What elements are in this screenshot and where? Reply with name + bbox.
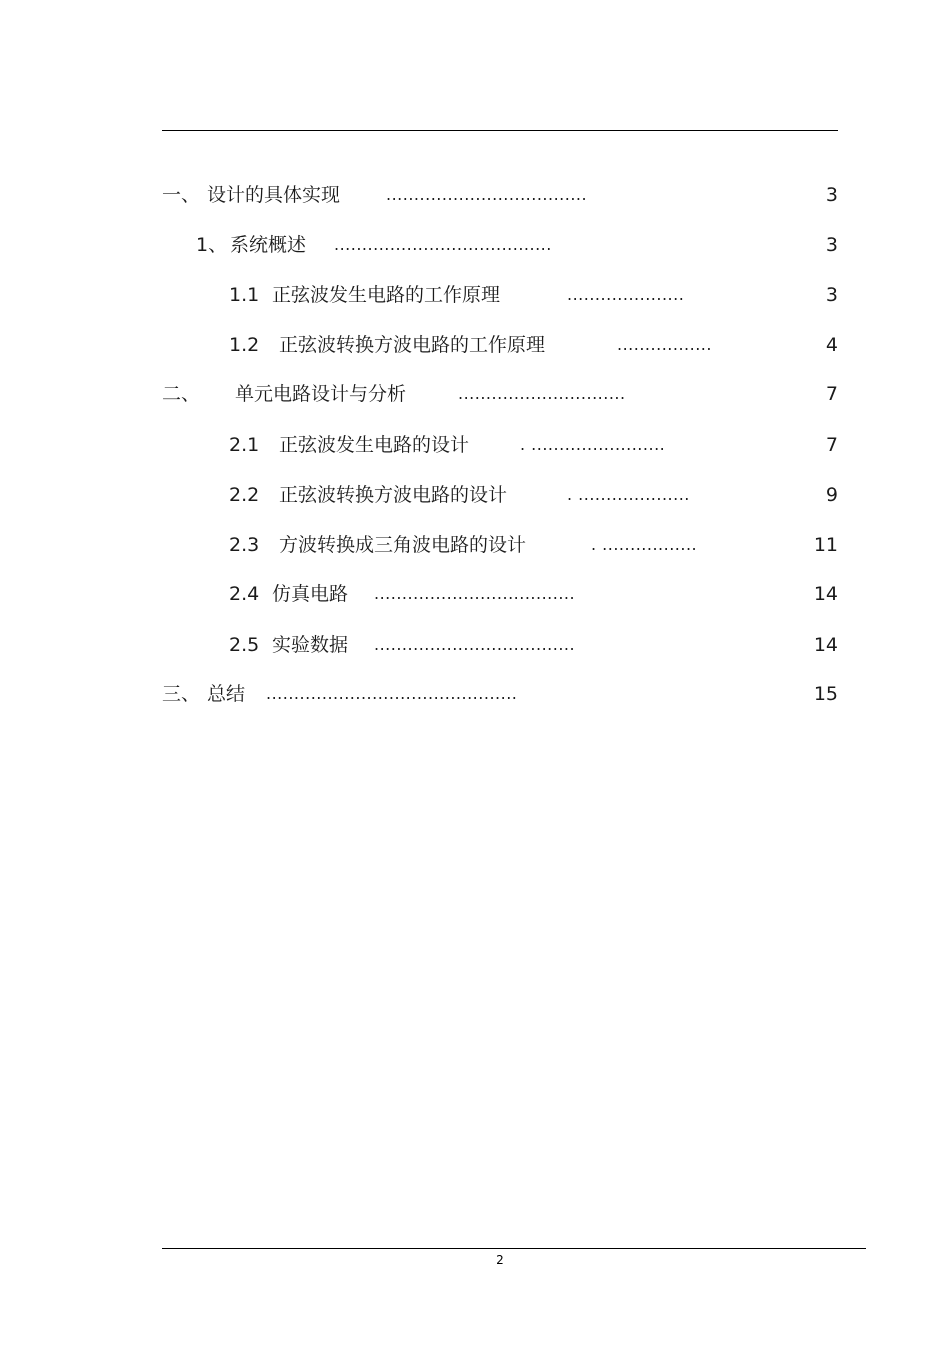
toc-entry-prefix: 1.1 bbox=[229, 284, 260, 306]
toc-entry[interactable] bbox=[229, 482, 838, 508]
toc-entry-page: 3 bbox=[825, 234, 838, 256]
toc-entry-leader: .................................... bbox=[386, 185, 588, 204]
toc-entry-page: 7 bbox=[825, 434, 838, 456]
toc-entry-page: 3 bbox=[825, 284, 838, 306]
toc-entry-title: 正弦波发生电路的设计 bbox=[279, 434, 470, 456]
toc-entry-page: 4 bbox=[825, 334, 838, 356]
toc-entry[interactable] bbox=[196, 232, 838, 258]
toc-entry-page: 14 bbox=[813, 583, 838, 605]
toc-entry[interactable] bbox=[162, 681, 838, 707]
header-rule bbox=[162, 130, 838, 131]
toc-entry-title: 单元电路设计与分析 bbox=[235, 383, 407, 405]
toc-entry-page: 15 bbox=[813, 683, 838, 705]
toc-entry-prefix: 1、 bbox=[196, 234, 228, 256]
toc-entry-title: 仿真电路 bbox=[272, 583, 349, 605]
toc-entry-title: 总结 bbox=[207, 683, 246, 705]
toc-entry-page: 9 bbox=[825, 484, 838, 506]
toc-entry-leader: ............................................. bbox=[266, 684, 518, 703]
toc-entry-prefix: 1.2 bbox=[229, 334, 260, 356]
toc-entry[interactable] bbox=[229, 282, 838, 308]
toc-entry-leader: .................................... bbox=[374, 635, 576, 654]
toc-entry-page: 11 bbox=[813, 534, 838, 556]
toc-entry-leader: . ........................ bbox=[520, 435, 666, 454]
toc-entry[interactable] bbox=[229, 532, 838, 558]
toc-entry-leader: . .................... bbox=[567, 485, 690, 504]
toc-entry-page: 14 bbox=[813, 634, 838, 656]
toc-entry-title: 正弦波发生电路的工作原理 bbox=[272, 284, 501, 306]
footer-rule bbox=[162, 1248, 866, 1249]
toc-entry[interactable] bbox=[162, 182, 838, 208]
toc-entry[interactable] bbox=[229, 332, 838, 358]
toc-entry-title: 方波转换成三角波电路的设计 bbox=[279, 534, 527, 556]
toc-entry-prefix: 2.1 bbox=[229, 434, 260, 456]
toc-entry-title: 正弦波转换方波电路的工作原理 bbox=[279, 334, 546, 356]
toc-entry-prefix: 2.3 bbox=[229, 534, 260, 556]
toc-entry[interactable] bbox=[229, 432, 838, 458]
toc-entry-title: 系统概述 bbox=[230, 234, 307, 256]
toc-entry-leader: ..................... bbox=[567, 285, 685, 304]
toc-entry-leader: . ................. bbox=[591, 535, 698, 554]
toc-entry-leader: .............................. bbox=[458, 384, 626, 403]
toc-entry-prefix: 2.5 bbox=[229, 634, 260, 656]
toc-entry-leader: ................. bbox=[617, 335, 712, 354]
toc-entry-title: 实验数据 bbox=[272, 634, 349, 656]
toc-entry-prefix: 2.2 bbox=[229, 484, 260, 506]
toc-entry-title: 设计的具体实现 bbox=[207, 184, 341, 206]
toc-entry-leader: .................................... bbox=[374, 584, 576, 603]
toc-entry-prefix: 三、 bbox=[162, 683, 201, 705]
toc-entry[interactable] bbox=[162, 381, 838, 407]
toc-entry-prefix: 一、 bbox=[162, 184, 201, 206]
toc-entry-page: 3 bbox=[825, 184, 838, 206]
toc-entry-page: 7 bbox=[825, 383, 838, 405]
toc-entry[interactable] bbox=[229, 581, 838, 607]
toc-entry-prefix: 2.4 bbox=[229, 583, 260, 605]
toc-entry-prefix: 二、 bbox=[162, 383, 201, 405]
page-number: 2 bbox=[496, 1253, 504, 1267]
toc-entry-title: 正弦波转换方波电路的设计 bbox=[279, 484, 508, 506]
toc-entry[interactable] bbox=[229, 632, 838, 658]
toc-entry-leader: ....................................... bbox=[334, 235, 552, 254]
